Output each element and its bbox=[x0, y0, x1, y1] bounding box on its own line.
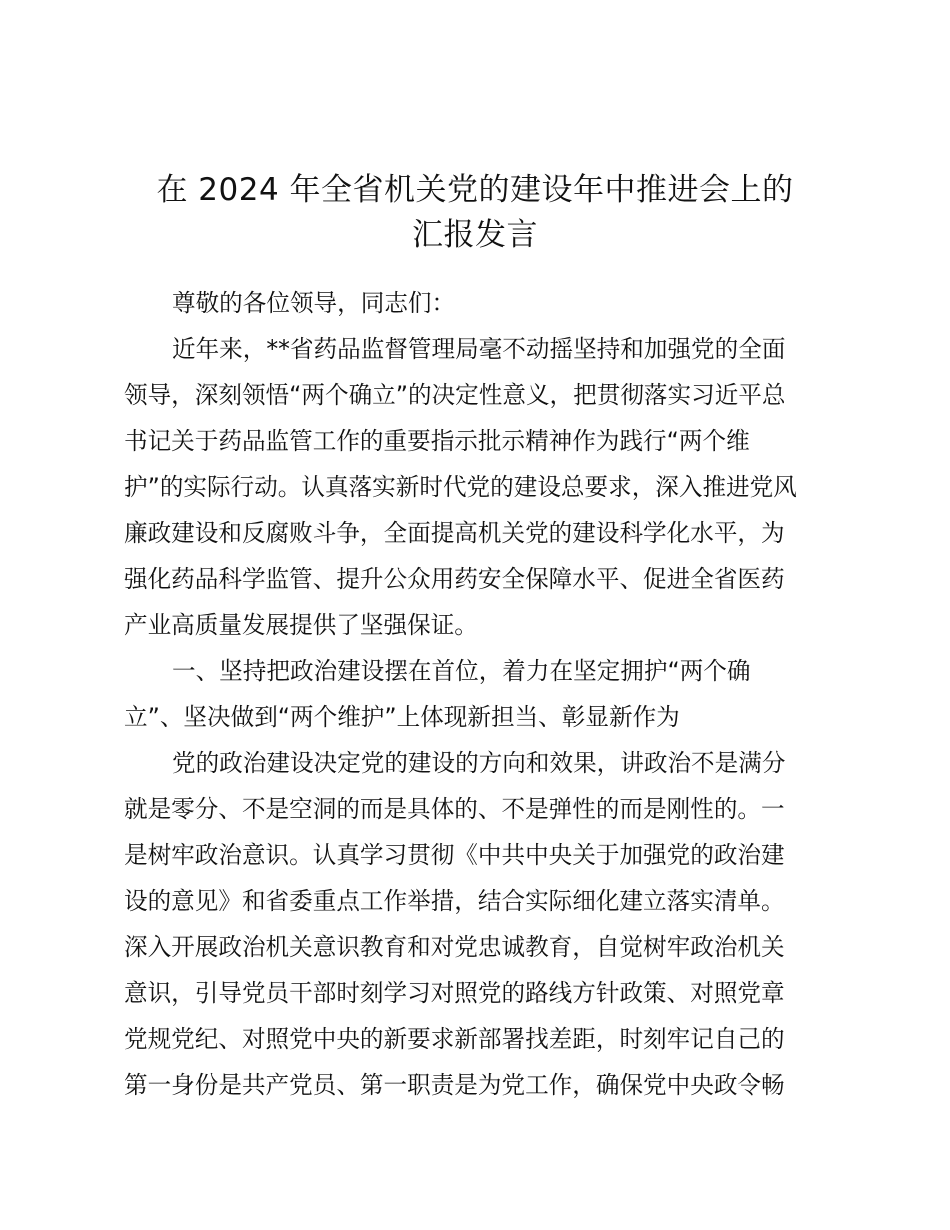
section-heading-line: 立”、坚决做到“两个维护”上体现新担当、彰显新作为 bbox=[124, 703, 680, 731]
document-body bbox=[124, 280, 834, 1108]
paragraph-line: 是树牢政治意识。认真学习贯彻《中共中央关于加强党的政治建 bbox=[124, 841, 785, 869]
paragraph-line: 就是零分、不是空洞的而是具体的、不是弹性的而是刚性的。一 bbox=[124, 795, 785, 823]
paragraph-line: 廉政建设和反腐败斗争，全面提高机关党的建设科学化水平，为 bbox=[124, 519, 785, 547]
title-line-1: 在 2024 年全省机关党的建设年中推进会上的 bbox=[156, 172, 794, 208]
paragraph-line: 书记关于药品监管工作的重要指示批示精神作为践行“两个维 bbox=[124, 427, 750, 455]
paragraph-line: 设的意见》和省委重点工作举措，结合实际细化建立落实清单。 bbox=[124, 887, 785, 915]
paragraph-line: 党规党纪、对照党中央的新要求新部署找差距，时刻牢记自己的 bbox=[124, 1025, 785, 1053]
paragraph-line: 近年来，**省药品监督管理局毫不动摇坚持和加强党的全面 bbox=[172, 335, 786, 363]
document-title bbox=[100, 168, 850, 258]
paragraph-line: 党的政治建设决定党的建设的方向和效果，讲政治不是满分 bbox=[172, 749, 786, 777]
title-line-2: 汇报发言 bbox=[412, 217, 538, 253]
paragraph-line: 护”的实际行动。认真落实新时代党的建设总要求，深入推进党风 bbox=[124, 473, 797, 501]
paragraph-line: 第一身份是共产党员、第一职责是为党工作，确保党中央政令畅 bbox=[124, 1071, 785, 1099]
paragraph-line: 领导，深刻领悟“两个确立”的决定性意义，把贯彻落实习近平总 bbox=[124, 381, 786, 409]
paragraph-line: 强化药品科学监管、提升公众用药安全保障水平、促进全省医药 bbox=[124, 565, 785, 593]
paragraph-line: 产业高质量发展提供了坚强保证。 bbox=[124, 611, 478, 639]
paragraph-line: 意识，引导党员干部时刻学习对照党的路线方针政策、对照党章 bbox=[124, 979, 785, 1007]
paragraph-line: 深入开展政治机关意识教育和对党忠诚教育，自觉树牢政治机关 bbox=[124, 933, 785, 961]
salutation-line: 尊敬的各位领导，同志们： bbox=[172, 289, 456, 317]
section-heading-line: 一、坚持把政治建设摆在首位，着力在坚定拥护“两个确 bbox=[172, 657, 751, 685]
